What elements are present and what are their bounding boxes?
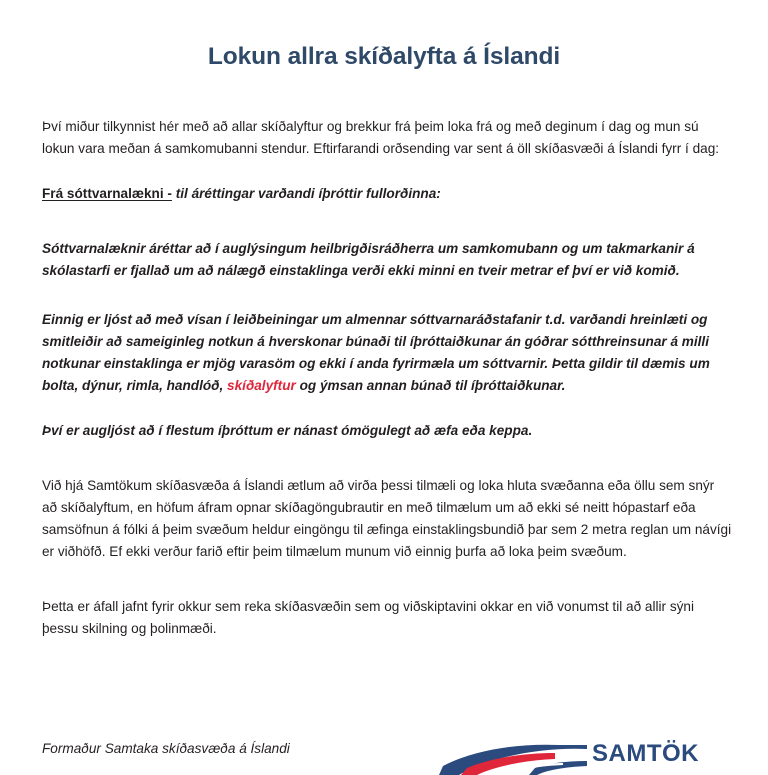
source-rest: til áréttingar varðandi íþróttir fullorðinna: (171, 186, 441, 202)
quote-2-part-a: Einnig er ljóst að með vísan í leiðbeiningar um almennar sóttvarnaráðstafanir t.d. varðandi hreinlæti og smitleiðir að sameiginleg notkun á hverskonar búnaði til íþróttaiðkunar án góðrar sótthreinsunar á milli notkunar einstaklinga er mjög varasöm og ekki í anda fyrirmæla um sóttvarnir. Þetta gildir til dæmis um bolta, dýnur, rimla, handlóð, (42, 312, 710, 394)
page-title: Lokun allra skíðalyfta á Íslandi (207, 43, 561, 71)
source-label: Frá sóttvarnalækni - (42, 186, 172, 202)
paragraph-quote-1: Sóttvarnalæknir áréttar að í auglýsingum heilbrigðisráðherra um samkomubann og um takmarkanir á skólastarfi er fjallað um að nálægð einstaklinga verði ekki minni en tveir metrar ef því er við komið. (42, 241, 695, 279)
document-body (42, 116, 732, 640)
paragraph-intro: Því miður tilkynnist hér með að allar skíðalyftur og brekkur frá þeim loka frá og með deginum í dag og mun sú lokun vara meðan á samkomubanni stendur. Eftirfarandi orðsending var sent á öll skíðasvæði á Íslandi fyrr í dag: (42, 119, 720, 157)
quote-2-part-b: og ýmsan annan búnað til íþróttaiðkunar. (295, 378, 566, 394)
paragraph-quote-3: Því er augljóst að í flestum íþróttum er nánast ómögulegt að æfa eða keppa. (42, 423, 533, 439)
logo-swoosh-icon (437, 735, 589, 775)
paragraph-statement: Við hjá Samtökum skíðasvæða á Íslandi ætlum að virða þessi tilmæli og loka hluta svæðanna eða öllu sem snýr að skíðalyftum, en höfum áfram opnar skíðagöngubrautir en með tilmælum um að ekki sé neitt hópastarf eða samsöfnun á fólki á þeim svæðum heldur eingöngu til æfinga einstaklingsbundið þar sem 2 metra reglan um návígi er viðhöfð. Ef ekki verður farið eftir þeim tilmælum munum við einnig þurfa að loka þeim svæðum. (42, 478, 732, 560)
logo-wordmark: SAMTÖK (592, 740, 699, 767)
organization-logo (437, 735, 737, 775)
paragraph-closing: Þetta er áfall jafnt fyrir okkur sem reka skíðasvæðin sem og viðskiptavini okkar en við vonumst til að allir sýni þessu skilning og þolinmæði. (42, 599, 695, 637)
paragraph-source-line (42, 183, 732, 205)
highlighted-term-skidalyftur: skíðalyftur (227, 378, 296, 394)
signature-line: Formaður Samtaka skíðasvæða á Íslandi (42, 741, 290, 756)
paragraph-quote-2 (42, 309, 732, 397)
